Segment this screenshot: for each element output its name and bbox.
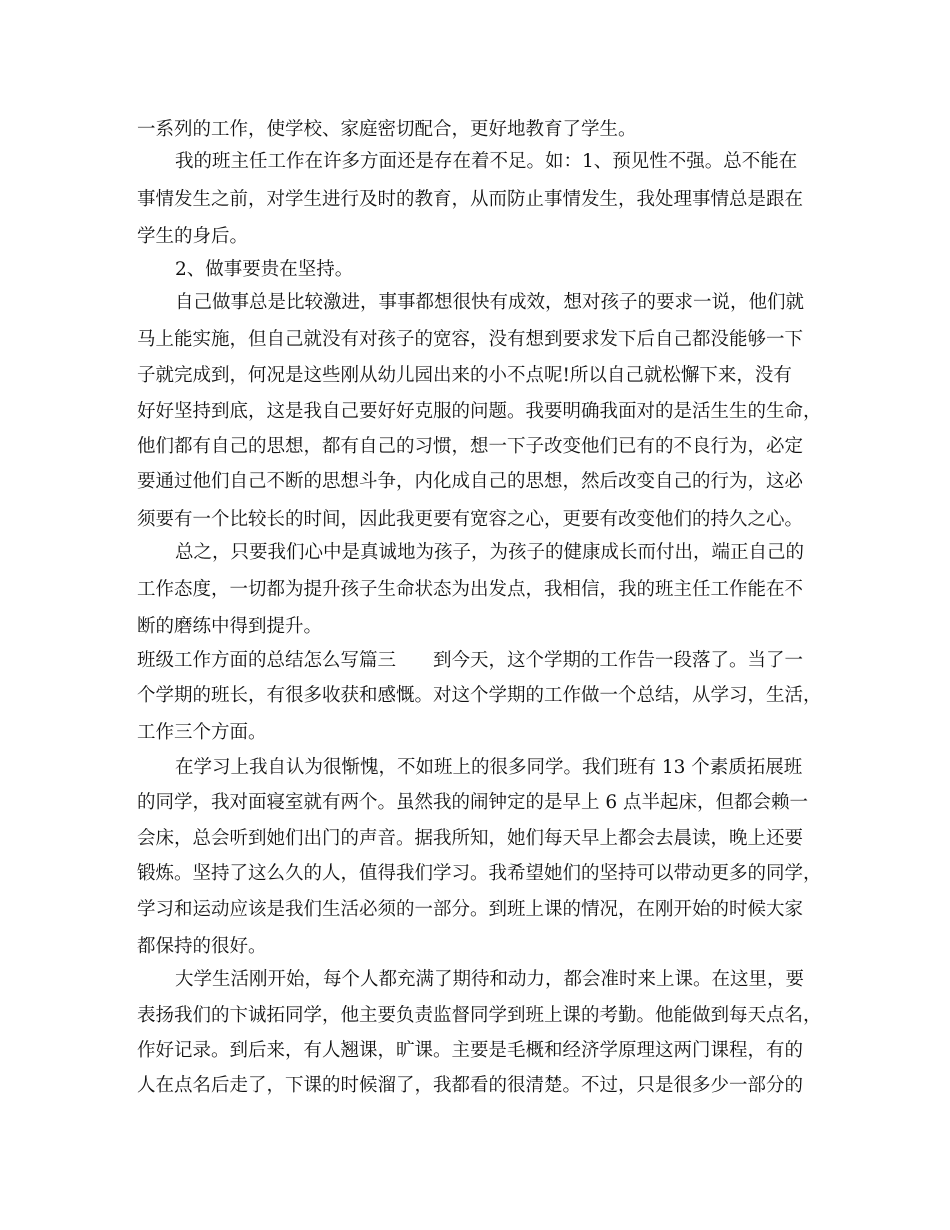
text-line: 马上能实施，但自己就没有对孩子的宽容，没有想到要求发下后自己都没能够一下 [137, 329, 804, 350]
text-line: 在学习上我自认为很惭愧，不如班上的很多同学。我们班有 13 个素质拓展班 [175, 757, 803, 778]
text-line: 表扬我们的卞诚拓同学，他主要负责监督同学到班上课的考勤。他能做到每天点名， [137, 1005, 822, 1026]
text-line: 作好记录。到后来，有人翘课，旷课。主要是毛概和经济学原理这两门课程，有的 [137, 1040, 804, 1061]
text-line: 人在点名后走了，下课的时候溜了，我都看的很清楚。不过，只是很多少一部分的 [137, 1075, 804, 1096]
text-line: 一系列的工作，使学校、家庭密切配合，更好地教育了学生。 [137, 119, 637, 140]
text-line: 好好坚持到底，这是我自己要好好克服的问题。我要明确我面对的是活生生的生命， [137, 401, 822, 422]
text-line: 工作态度，一切都为提升孩子生命状态为出发点，我相信，我的班主任工作能在不 [137, 579, 804, 600]
text-line: 锻炼。坚持了这么久的人，值得我们学习。我希望她们的坚持可以带动更多的同学， [137, 863, 822, 884]
text-line: 须要有一个比较长的时间，因此我更要有宽容之心，更要有改变他们的持久之心。 [137, 509, 804, 530]
text-line: 会床，总会听到她们出门的声音。据我所知，她们每天早上都会去晨读，晚上还要 [137, 828, 804, 849]
text-line: 班级工作方面的总结怎么写篇三 到今天，这个学期的工作告一段落了。当了一 [137, 650, 804, 671]
text-line: 大学生活刚开始，每个人都充满了期待和动力，都会准时来上课。在这里，要 [175, 969, 805, 990]
text-line: 自己做事总是比较激进，事事都想很快有成效，想对孩子的要求一说，他们就 [175, 292, 805, 313]
text-line: 他们都有自己的思想，都有自己的习惯，想一下子改变他们已有的不良行为，必定 [137, 436, 804, 457]
text-line: 学习和运动应该是我们生活必须的一部分。到班上课的情况，在刚开始的时候大家 [137, 899, 804, 920]
text-line: 工作三个方面。 [137, 722, 267, 743]
text-line: 事情发生之前，对学生进行及时的教育，从而防止事情发生，我处理事情总是跟在 [137, 189, 804, 210]
text-line: 断的磨练中得到提升。 [137, 616, 323, 637]
text-line: 2、做事要贵在坚持。 [175, 259, 354, 280]
text-line: 学生的身后。 [137, 226, 249, 247]
text-line: 的同学，我对面寝室就有两个。虽然我的闹钟定的是早上 6 点半起床，但都会赖一 [137, 792, 809, 813]
text-line: 子就完成到，何况是这些刚从幼儿园出来的小不点呢!所以自己就松懈下来，没有 [137, 365, 792, 386]
text-line: 要通过他们自己不断的思想斗争，内化成自己的思想，然后改变自己的行为，这必 [137, 471, 804, 492]
text-line: 个学期的班长，有很多收获和感慨。对这个学期的工作做一个总结，从学习，生活， [137, 685, 822, 706]
text-line: 我的班主任工作在许多方面还是存在着不足。如：1、预见性不强。总不能在 [175, 151, 798, 172]
text-line: 都保持的很好。 [137, 936, 267, 957]
text-line: 总之，只要我们心中是真诚地为孩子，为孩子的健康成长而付出，端正自己的 [175, 542, 805, 563]
